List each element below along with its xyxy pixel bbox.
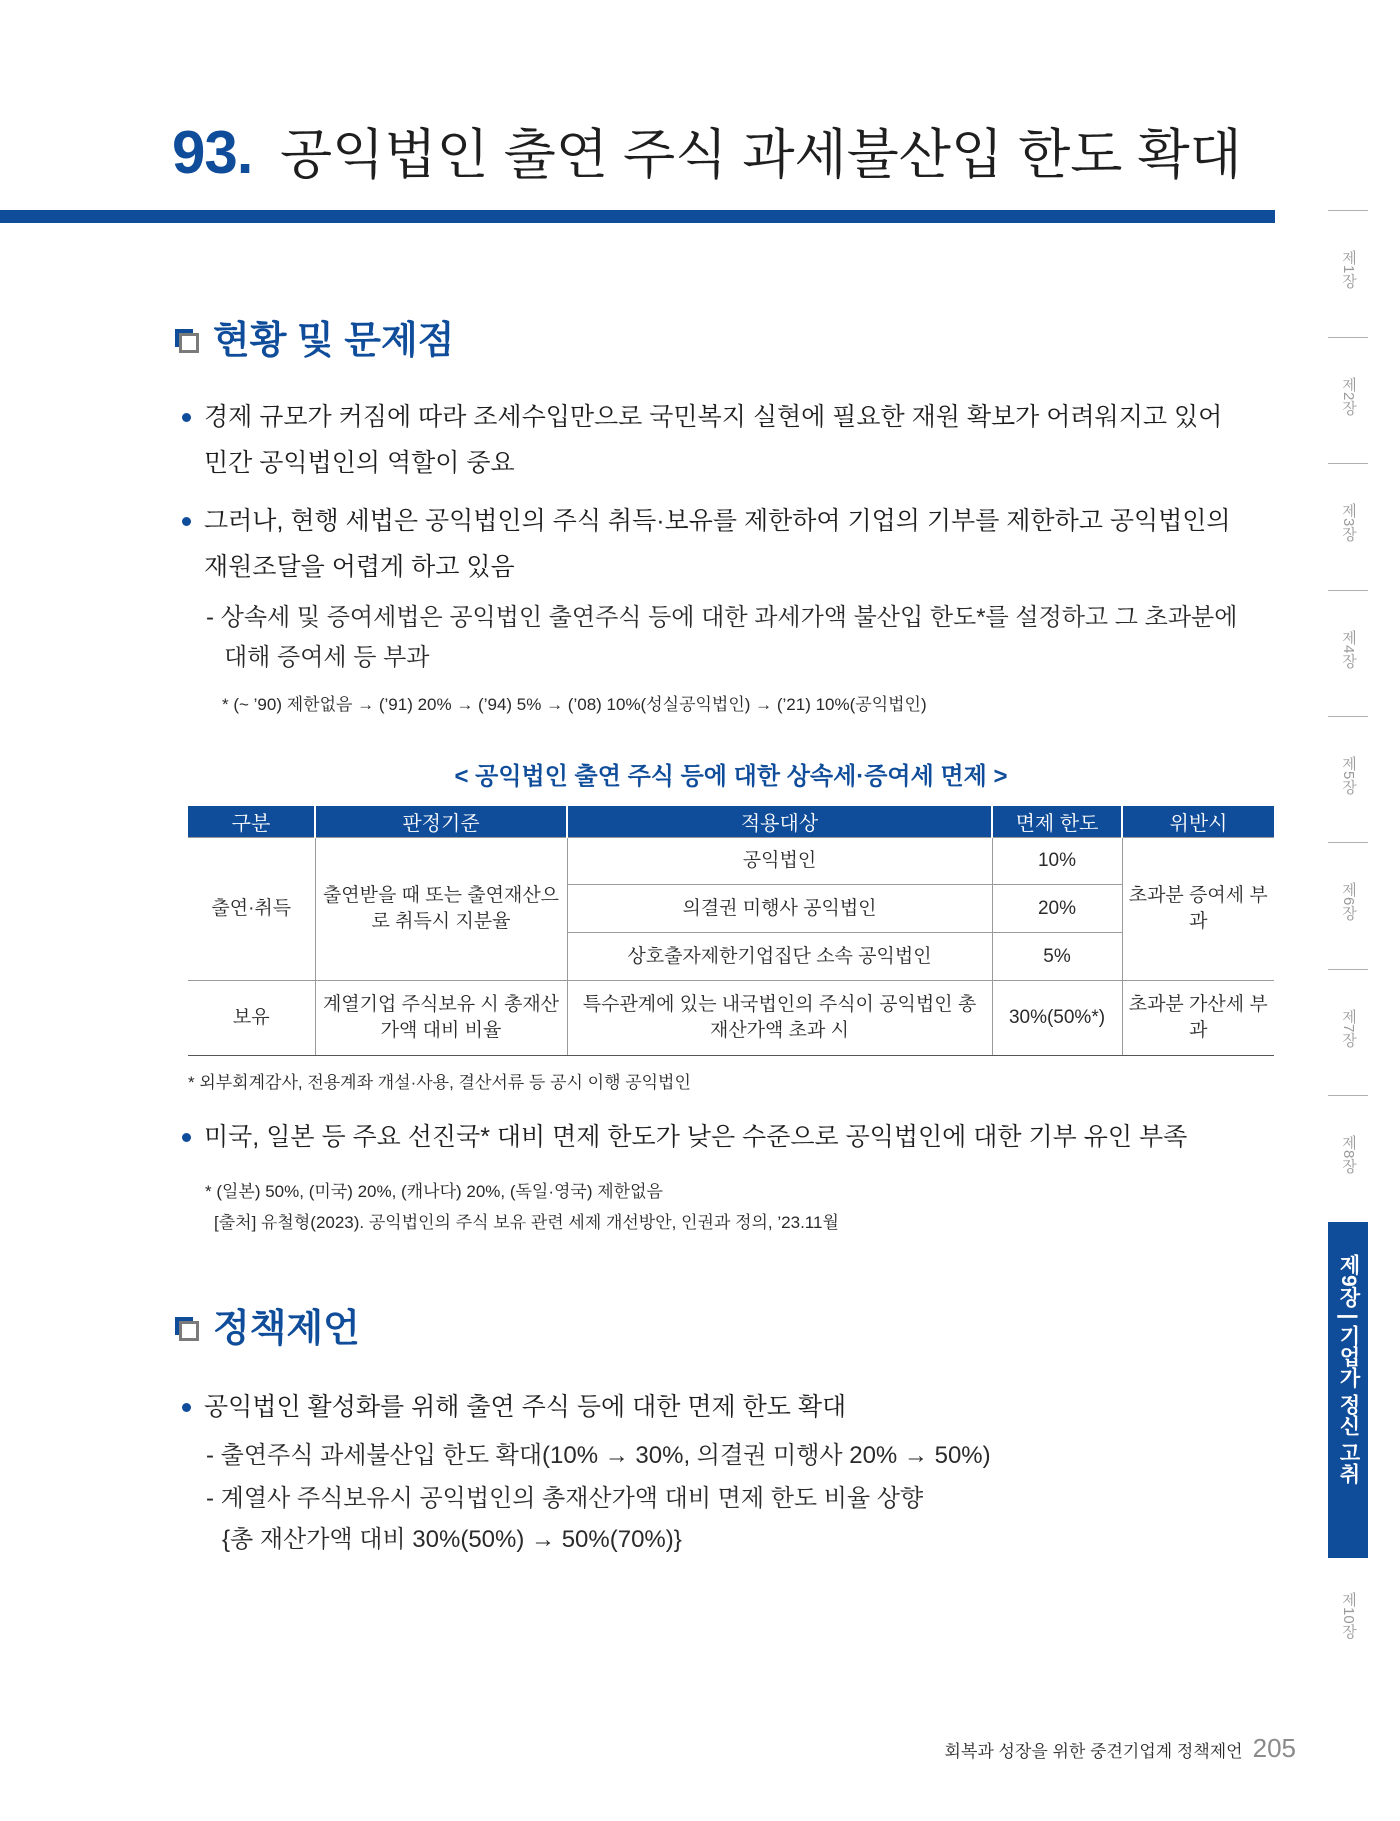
sidebar-divider: [1328, 842, 1368, 843]
bullet-dot-icon: [182, 1133, 191, 1142]
bullet-dot-icon: [182, 413, 191, 422]
sidebar-divider: [1328, 969, 1368, 970]
bullet-text: 미국, 일본 등 주요 선진국* 대비 면제 한도가 낮은 수준으로 공익법인에 대한 기부 유인 부족: [204, 1123, 1188, 1151]
sub-item-continuation: {총 재산가액 대비 30%(50%) → 50%(70%)}: [222, 1526, 682, 1553]
sidebar-divider: [1328, 1095, 1368, 1096]
criteria-cell: 계열기업 주식보유 시 총재산가액 대비 비율: [315, 981, 567, 1056]
sidebar-divider: [1328, 463, 1368, 464]
category-cell: 보유: [188, 981, 315, 1056]
sidebar-item-chapter-8[interactable]: 제8장: [1340, 1135, 1357, 1174]
sidebar-item-chapter-5[interactable]: 제5장: [1340, 756, 1357, 795]
limit-cell: 5%: [992, 933, 1122, 981]
limit-cell: 20%: [992, 885, 1122, 933]
footer-text: 회복과 성장을 위한 중견기업계 정책제언: [944, 1742, 1243, 1761]
sidebar-item-chapter-6[interactable]: 제6장: [1340, 882, 1357, 921]
col-header: 구분: [188, 806, 315, 838]
sub-item: - 출연주식 과세불산입 한도 확대(10% → 30%, 의결권 미행사 20% → 50%): [206, 1442, 991, 1469]
bullet-dot-icon: [182, 517, 191, 526]
sub-item: - 계열사 주식보유시 공익법인의 총재산가액 대비 면제 한도 비율 상향: [206, 1485, 924, 1512]
sidebar-item-chapter-4[interactable]: 제4장: [1340, 630, 1357, 669]
sidebar-item-chapter-3[interactable]: 제3장: [1340, 503, 1357, 542]
sidebar-item-chapter-7[interactable]: 제7장: [1340, 1009, 1357, 1048]
bullet-text: 그러나, 현행 세법은 공익법인의 주식 취득·보유를 제한하여 기업의 기부를 제한하고 공익법인의 재원조달을 어렵게 하고 있음: [204, 507, 1231, 581]
bullet-dot-icon: [182, 1403, 191, 1412]
violation-cell: 초과분 증여세 부과: [1122, 838, 1274, 981]
page-footer: [945, 1733, 1296, 1764]
col-header: 면제 한도: [992, 806, 1122, 838]
target-cell: 특수관계에 있는 내국법인의 주식이 공익법인 총 재산가액 초과 시: [567, 981, 992, 1056]
bullet-item: [182, 394, 1242, 486]
square-bullet-icon: [175, 1317, 199, 1341]
sidebar-item-chapter-10[interactable]: 제10장: [1340, 1592, 1357, 1639]
target-cell: 의결권 미행사 공익법인: [567, 885, 992, 933]
footnote: * (~ ’90) 제한없음 → (’91) 20% → (’94) 5% → (’08) 10%(성실공익법인) → (’21) 10%(공익법인): [222, 695, 927, 714]
bullet-text: 경제 규모가 커짐에 따라 조세수입만으로 국민복지 실현에 필요한 재원 확보가 어려워지고 있어 민간 공익법인의 역할이 중요: [204, 403, 1223, 477]
section-number: 93.: [172, 119, 253, 186]
table-footnote: * 외부회계감사, 전용계좌 개설·사용, 결산서류 등 공시 이행 공익법인: [188, 1073, 691, 1092]
table-header-row: [188, 806, 1274, 838]
col-header: 적용대상: [567, 806, 992, 838]
sidebar-divider: [1328, 210, 1368, 211]
sidebar-item-chapter-9-active[interactable]: [1328, 1222, 1368, 1558]
section-heading-policy: [175, 1306, 360, 1352]
category-cell: 출연·취득: [188, 838, 315, 981]
square-bullet-icon: [175, 329, 199, 353]
heading-text: 정책제언: [213, 1308, 360, 1350]
sidebar-item-chapter-1[interactable]: 제1장: [1340, 250, 1357, 289]
sidebar-divider: [1328, 716, 1368, 717]
source-note: [출처] 유철형(2023). 공익법인의 주식 보유 관련 세제 개선방안, 인권과 정의, ’23.11월: [214, 1213, 839, 1232]
sidebar-item-chapter-2[interactable]: 제2장: [1340, 377, 1357, 416]
page-title: 공익법인 출연 주식 과세불산입 한도 확대: [280, 125, 1242, 185]
heading-text: 현황 및 문제점: [213, 320, 455, 362]
violation-cell: 초과분 가산세 부과: [1122, 981, 1274, 1056]
target-cell: 공익법인: [567, 838, 992, 885]
table-row: [188, 838, 1274, 885]
bullet-item: [182, 1384, 1242, 1430]
limit-cell: 10%: [992, 838, 1122, 885]
bullet-item: [182, 1114, 1242, 1160]
sub-item: - 상속세 및 증여세법은 공익법인 출연주식 등에 대한 과세가액 불산입 한도*를 설정하고 그 초과분에 대해 증여세 등 부과: [206, 604, 1238, 671]
col-header: 위반시: [1122, 806, 1274, 838]
target-cell: 상호출자제한기업집단 소속 공익법인: [567, 933, 992, 981]
active-chapter-label: 제9장 | 기업가 정신 고취: [1337, 1254, 1360, 1484]
sidebar-divider: [1328, 590, 1368, 591]
exemption-table: [188, 806, 1274, 1056]
section-heading-status: [175, 318, 454, 364]
page-number: 205: [1252, 1733, 1296, 1763]
table-caption: < 공익법인 출연 주식 등에 대한 상속세·증여세 면제 >: [454, 763, 1008, 790]
bullet-item: [182, 498, 1242, 590]
bullet-text: 공익법인 활성화를 위해 출연 주식 등에 대한 면제 한도 확대: [204, 1393, 847, 1421]
footnote: * (일본) 50%, (미국) 20%, (캐나다) 20%, (독일·영국) 제한없음: [205, 1182, 663, 1201]
criteria-cell: 출연받을 때 또는 출연재산으로 취득시 지분율: [315, 838, 567, 981]
sidebar-divider: [1328, 337, 1368, 338]
limit-cell: 30%(50%*): [992, 981, 1122, 1056]
col-header: 판정기준: [315, 806, 567, 838]
table-row: [188, 981, 1274, 1056]
title-rule: [0, 210, 1275, 223]
